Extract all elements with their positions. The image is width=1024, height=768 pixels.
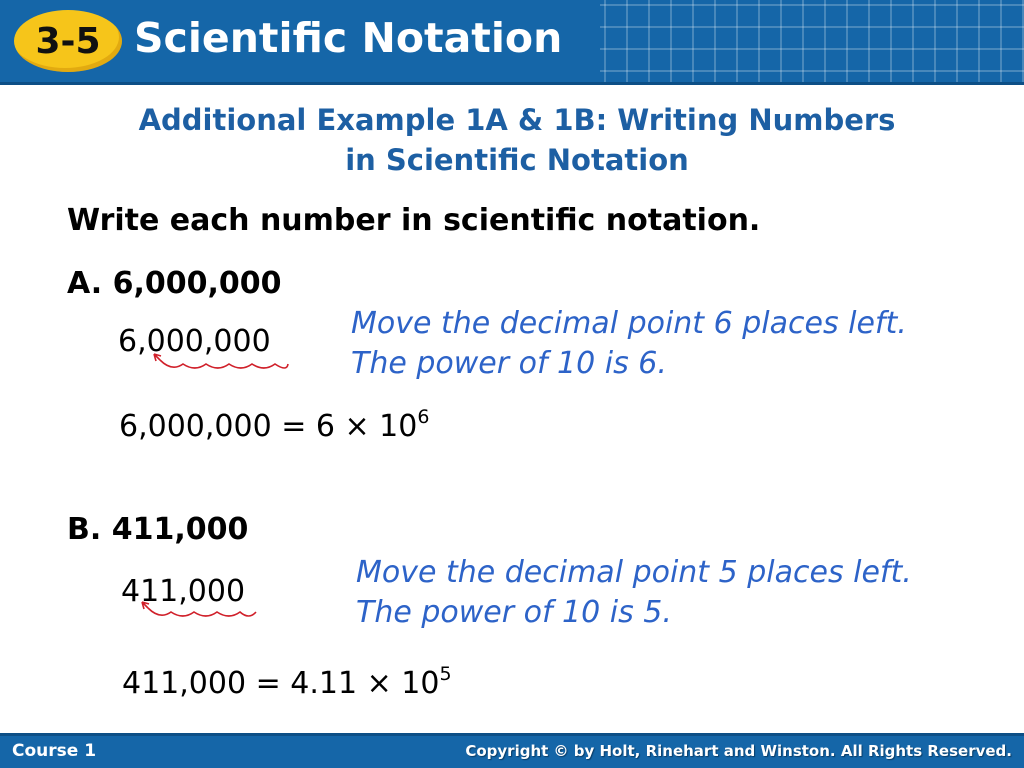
example-b-label: B. 411,000 xyxy=(67,512,249,547)
example-b-equation xyxy=(122,665,452,701)
example-a-note-line2: The power of 10 is 6. xyxy=(351,346,667,381)
example-b-note-line1: Move the decimal point 5 places left. xyxy=(356,555,912,590)
example-a-label: A. 6,000,000 xyxy=(67,266,282,301)
lesson-number-badge: 3-5 xyxy=(14,10,122,72)
example-title-line2: in Scientific Notation xyxy=(345,143,689,177)
example-a-note-line1: Move the decimal point 6 places left. xyxy=(351,306,907,341)
example-a-equation xyxy=(119,408,429,444)
example-b-decimal-hops-arrow xyxy=(136,600,266,626)
example-a-number: 6,000,000 xyxy=(118,324,271,359)
header-divider xyxy=(0,82,1024,85)
lesson-title: Scientific Notation xyxy=(134,14,563,62)
copyright-text: Copyright © by Holt, Rinehart and Winston. All Rights Reserved. xyxy=(465,742,1012,760)
example-b-equation-base: 411,000 = 4.11 × 10 xyxy=(122,666,440,701)
example-a-note xyxy=(351,304,907,384)
instruction-text: Write each number in scientific notation. xyxy=(67,203,761,238)
example-b-exponent: 5 xyxy=(439,663,452,685)
example-b-note xyxy=(356,553,912,633)
course-label: Course 1 xyxy=(12,741,97,761)
header-grid-decoration xyxy=(600,0,1024,82)
example-b-note-line2: The power of 10 is 5. xyxy=(356,595,672,630)
example-a-exponent: 6 xyxy=(417,406,430,428)
example-title-line1: Additional Example 1A & 1B: Writing Numbers xyxy=(138,103,896,137)
example-a-equation-base: 6,000,000 = 6 × 10 xyxy=(119,409,418,444)
example-title xyxy=(0,100,1024,180)
example-b-number: 411,000 xyxy=(121,574,246,609)
example-a-decimal-hops-arrow xyxy=(148,352,298,378)
